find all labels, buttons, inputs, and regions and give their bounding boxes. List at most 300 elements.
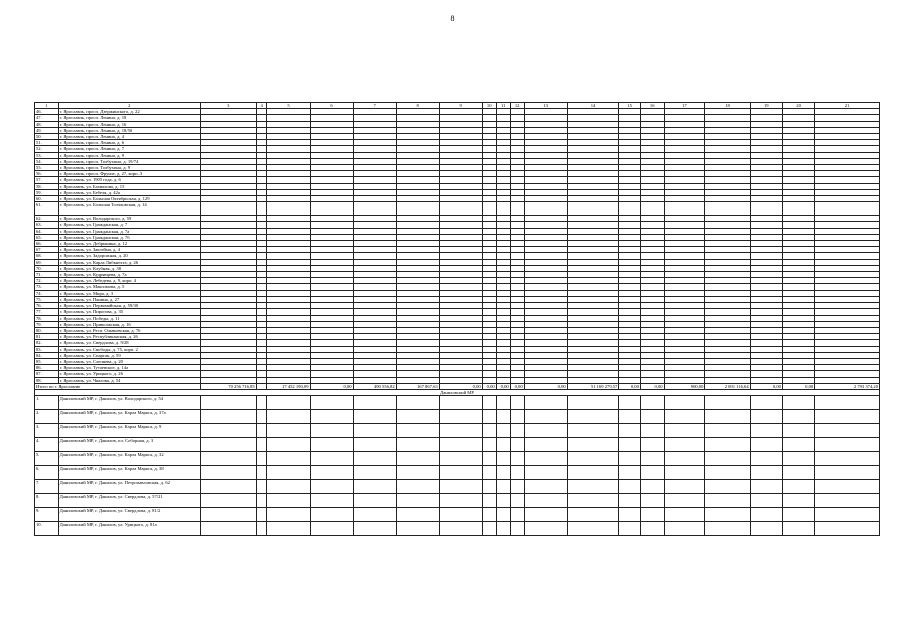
value-cell	[200, 466, 256, 480]
value-cell	[815, 202, 880, 216]
total-label: Итого по г. Ярославлю	[35, 383, 201, 389]
column-header: 16	[640, 103, 664, 109]
value-cell	[256, 424, 267, 438]
value-cell	[705, 438, 750, 452]
value-cell	[482, 508, 496, 522]
value-cell	[705, 410, 750, 424]
column-header: 10	[482, 103, 496, 109]
address-cell: г. Ярославль, ул. Свердлова, д. 9/28	[58, 340, 200, 346]
row-number: 67.	[35, 247, 59, 253]
value-cell	[510, 508, 524, 522]
row-number: 59.	[35, 189, 59, 195]
value-cell	[310, 424, 353, 438]
value-cell	[567, 438, 619, 452]
address-cell: Даниловский МР, г. Данилов, ул. Карла Маркса, д. 37а	[58, 410, 200, 424]
value-cell	[496, 438, 510, 452]
value-cell	[267, 452, 310, 466]
table-row	[35, 410, 880, 424]
value-cell	[310, 494, 353, 508]
value-cell	[782, 508, 814, 522]
value-cell	[782, 466, 814, 480]
address-cell: г. Ярославль, ул. Свободы, д. 75, корп. 2	[58, 346, 200, 352]
value-cell	[619, 522, 641, 536]
value-cell	[524, 508, 567, 522]
address-cell: г. Ярославль, ул. Закгейма, д. 4	[58, 247, 200, 253]
value-cell	[496, 452, 510, 466]
column-header: 3	[200, 103, 256, 109]
row-number: 78.	[35, 315, 59, 321]
address-cell: г. Ярославль, ул. Кудрявцева, д. 7а	[58, 272, 200, 278]
address-cell: г. Ярославль, ул. Гражданская, д. 7	[58, 222, 200, 228]
total-value: 490 556,82	[353, 383, 396, 389]
address-cell: г. Ярославль, ул. Слепнева, д. 20	[58, 358, 200, 364]
value-cell	[815, 410, 880, 424]
value-cell	[482, 438, 496, 452]
value-cell	[496, 508, 510, 522]
value-cell	[439, 466, 482, 480]
address-cell: г. Ярославль, ул. Гражданская, д. 7б	[58, 234, 200, 240]
value-cell	[815, 466, 880, 480]
value-cell	[664, 494, 705, 508]
row-number: 10.	[35, 522, 59, 536]
row-number: 49.	[35, 127, 59, 133]
value-cell	[567, 424, 619, 438]
value-cell	[640, 438, 664, 452]
value-cell	[705, 522, 750, 536]
row-number: 68.	[35, 253, 59, 259]
table-row	[35, 452, 880, 466]
value-cell	[353, 396, 396, 410]
column-header: 7	[353, 103, 396, 109]
value-cell	[524, 452, 567, 466]
value-cell	[396, 466, 439, 480]
value-cell	[815, 522, 880, 536]
value-cell	[310, 202, 353, 216]
value-cell	[815, 494, 880, 508]
value-cell	[256, 466, 267, 480]
value-cell	[482, 494, 496, 508]
row-number: 54.	[35, 158, 59, 164]
value-cell	[200, 410, 256, 424]
address-cell: г. Ярославль, ул. Победы, д. 11	[58, 315, 200, 321]
value-cell	[482, 396, 496, 410]
value-cell	[567, 452, 619, 466]
value-cell	[353, 494, 396, 508]
value-cell	[353, 522, 396, 536]
value-cell	[510, 396, 524, 410]
address-cell: г. Ярославль, просп. Ленина, д. 16	[58, 121, 200, 127]
address-cell: г. Ярославль, ул. Республиканская, д. 26	[58, 334, 200, 340]
value-cell	[750, 396, 782, 410]
value-cell	[482, 410, 496, 424]
value-cell	[640, 452, 664, 466]
row-number: 87.	[35, 371, 59, 377]
total-value: 0,00	[750, 383, 782, 389]
value-cell	[815, 452, 880, 466]
address-cell: Даниловский МР, г. Данилов, пл. Соборная, д. 3	[58, 438, 200, 452]
value-cell	[567, 522, 619, 536]
row-number: 74.	[35, 290, 59, 296]
value-cell	[482, 480, 496, 494]
address-cell: г. Ярославль, просп. Ленина, д. 18	[58, 115, 200, 121]
value-cell	[510, 438, 524, 452]
value-cell	[510, 410, 524, 424]
row-number: 63.	[35, 222, 59, 228]
address-cell: г. Ярославль, ул. Клубная, д. 38	[58, 265, 200, 271]
value-cell	[510, 452, 524, 466]
address-cell: г. Ярославль, ул. Добрынина, д. 12	[58, 241, 200, 247]
value-cell	[310, 480, 353, 494]
address-cell: г. Ярославль, ул. Задорожная, д. 20	[58, 253, 200, 259]
value-cell	[705, 452, 750, 466]
value-cell	[496, 494, 510, 508]
value-cell	[640, 508, 664, 522]
total-value: 70 256 716,85	[200, 383, 256, 389]
value-cell	[496, 410, 510, 424]
value-cell	[782, 494, 814, 508]
row-number: 82.	[35, 340, 59, 346]
value-cell	[524, 424, 567, 438]
total-value: 0,00	[310, 383, 353, 389]
value-cell	[640, 522, 664, 536]
value-cell	[310, 508, 353, 522]
address-cell: г. Ярославль, ул. Урицкого, д. 26	[58, 371, 200, 377]
table-row	[35, 396, 880, 410]
total-value: 17 452 190,09	[267, 383, 310, 389]
address-cell: г. Ярославль, просп. Ленина, д. 7	[58, 146, 200, 152]
address-cell: Даниловский МР, г. Данилов, ул. Карла Маркса, д. 9	[58, 424, 200, 438]
value-cell	[439, 452, 482, 466]
row-number: 72.	[35, 278, 59, 284]
value-cell	[705, 202, 750, 216]
value-cell	[524, 480, 567, 494]
value-cell	[482, 522, 496, 536]
table-row	[35, 424, 880, 438]
value-cell	[619, 396, 641, 410]
address-cell: Даниловский МР, г. Данилов, ул. Карла Маркса, д. 38	[58, 466, 200, 480]
column-header: 1	[35, 103, 59, 109]
row-number: 51.	[35, 140, 59, 146]
section-title: Даниловский МР	[35, 389, 880, 395]
address-cell: г. Ярославль, ул. Большая Толчковская, д. 14	[58, 202, 200, 216]
row-number: 80.	[35, 327, 59, 333]
value-cell	[310, 410, 353, 424]
value-cell	[664, 410, 705, 424]
value-cell	[267, 424, 310, 438]
row-number: 8.	[35, 494, 59, 508]
row-number: 48.	[35, 121, 59, 127]
value-cell	[439, 494, 482, 508]
value-cell	[705, 480, 750, 494]
row-number: 76.	[35, 303, 59, 309]
table-row	[35, 438, 880, 452]
value-cell	[353, 480, 396, 494]
row-number: 47.	[35, 115, 59, 121]
value-cell	[439, 424, 482, 438]
value-cell	[256, 508, 267, 522]
value-cell	[353, 438, 396, 452]
value-cell	[267, 508, 310, 522]
value-cell	[482, 424, 496, 438]
row-number: 84.	[35, 352, 59, 358]
value-cell	[782, 522, 814, 536]
value-cell	[256, 452, 267, 466]
value-cell	[439, 202, 482, 216]
address-cell: г. Ярославль, просп. Толбухина, д. 19/74	[58, 158, 200, 164]
table-row	[35, 494, 880, 508]
row-number: 85.	[35, 358, 59, 364]
value-cell	[496, 466, 510, 480]
value-cell	[439, 410, 482, 424]
row-number: 88.	[35, 377, 59, 383]
table-body	[35, 109, 880, 536]
table-row	[35, 480, 880, 494]
value-cell	[482, 452, 496, 466]
value-cell	[567, 202, 619, 216]
value-cell	[619, 410, 641, 424]
column-header: 11	[496, 103, 510, 109]
value-cell	[439, 396, 482, 410]
table-row	[35, 508, 880, 522]
value-cell	[439, 438, 482, 452]
row-number: 58.	[35, 183, 59, 189]
value-cell	[396, 522, 439, 536]
address-cell: г. Ярославль, ул. Карла Либкнехта, д. 26	[58, 259, 200, 265]
value-cell	[200, 480, 256, 494]
address-cell: Даниловский МР, г. Данилов, ул. Урицкого, д. 81а	[58, 522, 200, 536]
value-cell	[482, 466, 496, 480]
value-cell	[664, 522, 705, 536]
row-number: 55.	[35, 165, 59, 171]
total-value: 0,00	[782, 383, 814, 389]
value-cell	[310, 466, 353, 480]
row-number: 57.	[35, 177, 59, 183]
value-cell	[482, 202, 496, 216]
total-value: 0,00	[640, 383, 664, 389]
row-number: 60.	[35, 196, 59, 202]
value-cell	[782, 438, 814, 452]
row-number: 53.	[35, 152, 59, 158]
row-number: 77.	[35, 309, 59, 315]
row-number: 7.	[35, 480, 59, 494]
row-number: 71.	[35, 272, 59, 278]
value-cell	[200, 494, 256, 508]
address-cell: г. Ярославль, ул. Бебеля, д. 42а	[58, 189, 200, 195]
total-value: 0,00	[619, 383, 641, 389]
value-cell	[267, 522, 310, 536]
row-number: 79.	[35, 321, 59, 327]
column-header: 9	[439, 103, 482, 109]
address-cell: г. Ярославль, ул. Первомайская, д. 59/30	[58, 303, 200, 309]
row-number: 1.	[35, 396, 59, 410]
value-cell	[200, 438, 256, 452]
row-number: 86.	[35, 365, 59, 371]
value-cell	[310, 452, 353, 466]
table-row	[35, 202, 880, 216]
value-cell	[256, 202, 267, 216]
address-cell: г. Ярославль, ул. Володарского, д. 59	[58, 216, 200, 222]
value-cell	[524, 522, 567, 536]
column-header: 19	[750, 103, 782, 109]
value-cell	[256, 410, 267, 424]
value-cell	[640, 410, 664, 424]
value-cell	[396, 410, 439, 424]
address-cell: г. Ярославль, ул. Бахвалова, д. 15	[58, 183, 200, 189]
value-cell	[782, 410, 814, 424]
value-cell	[496, 202, 510, 216]
total-value: 0,00	[524, 383, 567, 389]
value-cell	[256, 480, 267, 494]
value-cell	[782, 202, 814, 216]
value-cell	[664, 424, 705, 438]
value-cell	[815, 424, 880, 438]
address-cell: г. Ярославль, просп. Толбухина, д. 9	[58, 165, 200, 171]
value-cell	[664, 508, 705, 522]
row-number: 62.	[35, 216, 59, 222]
value-cell	[267, 438, 310, 452]
value-cell	[510, 494, 524, 508]
value-cell	[267, 396, 310, 410]
address-cell: г. Ярославль, просп. Дзержинского, д. 22	[58, 109, 200, 115]
row-number: 81.	[35, 334, 59, 340]
value-cell	[705, 508, 750, 522]
row-number: 65.	[35, 234, 59, 240]
value-cell	[439, 522, 482, 536]
column-header: 20	[782, 103, 814, 109]
value-cell	[640, 494, 664, 508]
value-cell	[640, 424, 664, 438]
address-cell: г. Ярославль, просп. Фрунзе, д. 27, корп. 3	[58, 171, 200, 177]
value-cell	[267, 480, 310, 494]
row-number: 3.	[35, 424, 59, 438]
value-cell	[200, 424, 256, 438]
address-cell: Даниловский МР, г. Данилов, ул. Свердлова, д. 57/21	[58, 494, 200, 508]
column-header: 12	[510, 103, 524, 109]
address-cell: Даниловский МР, г. Данилов, ул. Свердлова, д. 81/2	[58, 508, 200, 522]
value-cell	[353, 466, 396, 480]
value-cell	[524, 438, 567, 452]
value-cell	[705, 494, 750, 508]
value-cell	[750, 202, 782, 216]
value-cell	[310, 522, 353, 536]
row-number: 6.	[35, 466, 59, 480]
value-cell	[619, 494, 641, 508]
row-number: 5.	[35, 452, 59, 466]
value-cell	[396, 202, 439, 216]
value-cell	[524, 202, 567, 216]
value-cell	[396, 494, 439, 508]
value-cell	[200, 522, 256, 536]
address-cell: Даниловский МР, г. Данилов, ул. Володарского, д. 54	[58, 396, 200, 410]
page-number: 8	[450, 14, 455, 23]
value-cell	[396, 480, 439, 494]
value-cell	[782, 480, 814, 494]
value-cell	[310, 438, 353, 452]
value-cell	[267, 410, 310, 424]
value-cell	[664, 438, 705, 452]
value-cell	[705, 396, 750, 410]
column-header: 15	[619, 103, 641, 109]
value-cell	[524, 410, 567, 424]
value-cell	[396, 452, 439, 466]
total-value: 0,00	[510, 383, 524, 389]
value-cell	[567, 396, 619, 410]
column-header: 18	[705, 103, 750, 109]
value-cell	[567, 508, 619, 522]
value-cell	[200, 396, 256, 410]
value-cell	[750, 508, 782, 522]
value-cell	[619, 202, 641, 216]
address-cell: г. Ярославль, ул. Лебедева, д. 9, корп. 4	[58, 278, 200, 284]
value-cell	[256, 522, 267, 536]
value-cell	[496, 480, 510, 494]
row-number: 56.	[35, 171, 59, 177]
value-cell	[439, 480, 482, 494]
value-cell	[256, 438, 267, 452]
value-cell	[353, 452, 396, 466]
total-value: 2 793 374,20	[815, 383, 880, 389]
total-value: 51 169 279,57	[567, 383, 619, 389]
value-cell	[510, 202, 524, 216]
row-number: 66.	[35, 241, 59, 247]
address-cell: г. Ярославль, ул. Приволжская, д. 16	[58, 321, 200, 327]
value-cell	[200, 452, 256, 466]
column-header: 17	[664, 103, 705, 109]
row-number: 46.	[35, 109, 59, 115]
value-cell	[256, 396, 267, 410]
value-cell	[524, 494, 567, 508]
row-number: 69.	[35, 259, 59, 265]
value-cell	[640, 480, 664, 494]
value-cell	[567, 410, 619, 424]
value-cell	[750, 466, 782, 480]
value-cell	[640, 396, 664, 410]
address-cell: г. Ярославль, ул. Максимова, д. 5	[58, 284, 200, 290]
value-cell	[510, 424, 524, 438]
address-cell: г. Ярославль, просп. Ленина, д. 18/50	[58, 127, 200, 133]
data-table-container	[34, 102, 880, 536]
value-cell	[619, 508, 641, 522]
value-cell	[267, 202, 310, 216]
value-cell	[524, 396, 567, 410]
column-header: 14	[567, 103, 619, 109]
value-cell	[705, 466, 750, 480]
address-cell: г. Ярославль, ул. Пирогова, д. 35	[58, 309, 200, 315]
total-value: 0,00	[482, 383, 496, 389]
address-cell: г. Ярославль, ул. 1905 года, д. 6	[58, 177, 200, 183]
row-number: 83.	[35, 346, 59, 352]
address-cell: Даниловский МР, г. Данилов, ул. Карла Маркса, д. 32	[58, 452, 200, 466]
column-header: 8	[396, 103, 439, 109]
value-cell	[815, 508, 880, 522]
value-cell	[815, 438, 880, 452]
address-cell: г. Ярославль, ул. Мира, д. 3	[58, 290, 200, 296]
row-number: 9.	[35, 508, 59, 522]
total-value: 167 867,63	[396, 383, 439, 389]
address-cell: г. Ярославль, просп. Ленина, д. 9	[58, 152, 200, 158]
value-cell	[567, 466, 619, 480]
value-cell	[619, 466, 641, 480]
value-cell	[396, 396, 439, 410]
value-cell	[750, 480, 782, 494]
data-table	[34, 102, 880, 536]
value-cell	[619, 452, 641, 466]
row-number: 4.	[35, 438, 59, 452]
value-cell	[567, 480, 619, 494]
value-cell	[567, 494, 619, 508]
value-cell	[750, 424, 782, 438]
row-number: 50.	[35, 134, 59, 140]
